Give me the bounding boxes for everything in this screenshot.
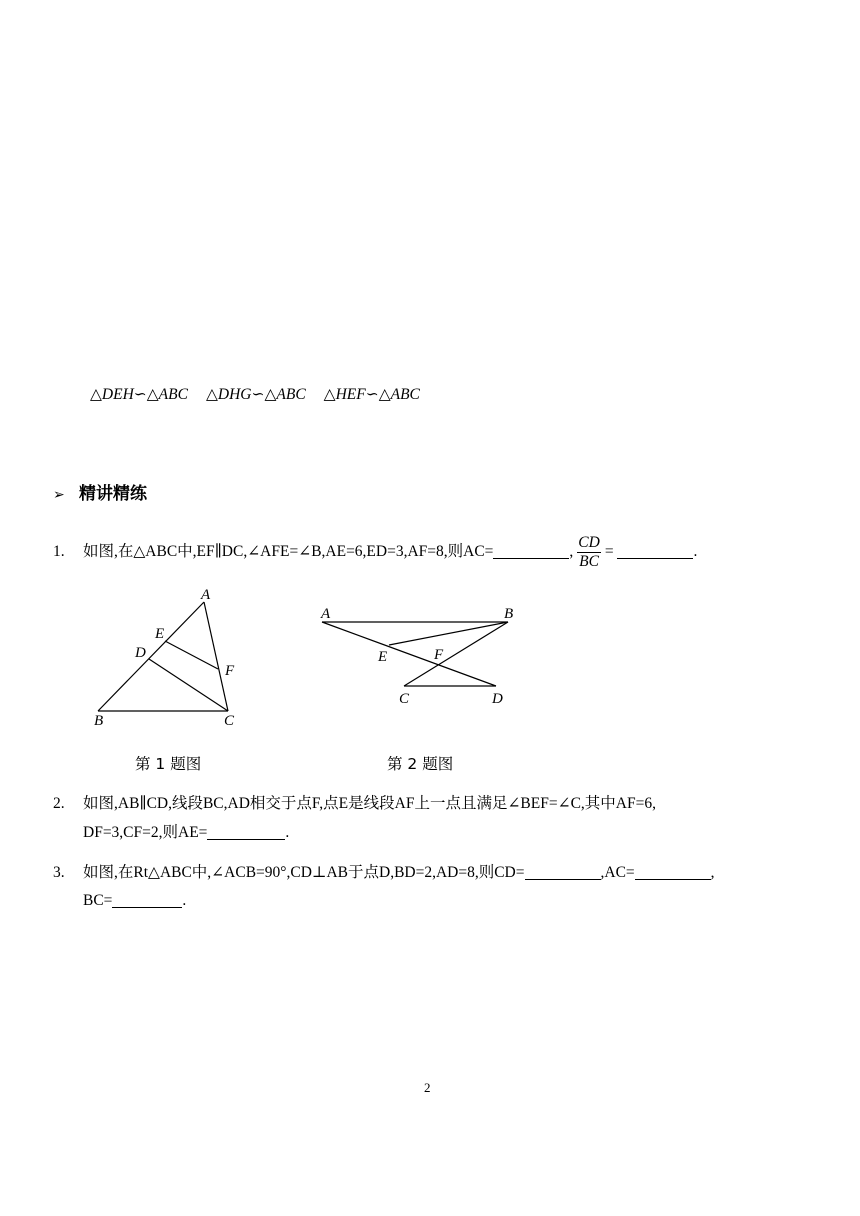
segment-ef xyxy=(165,641,218,669)
question-3-mid: ,AC= xyxy=(600,864,635,881)
figure-2-caption: 第 2 题图 xyxy=(387,755,454,773)
similar-statement-3: △HEF∽△ABC xyxy=(323,386,420,403)
label-f: F xyxy=(434,647,444,663)
figure-1-caption: 第 1 题图 xyxy=(135,755,202,773)
arrow-bullet-icon: ➢ xyxy=(53,487,65,503)
question-2-text-line1: 如图,AB∥CD,线段BC,AD相交于点F,点E是线段AF上一点且满足∠BEF=∠C,其中AF=6, xyxy=(83,795,656,812)
section-heading xyxy=(53,479,147,504)
segment-ac xyxy=(204,602,228,711)
fraction-numerator: CD xyxy=(578,534,600,551)
answer-blank[interactable] xyxy=(493,543,569,559)
question-2-line2 xyxy=(83,822,289,844)
question-3-end: . xyxy=(182,892,187,909)
similar-statement-1: △DEH∽△ABC xyxy=(90,386,188,403)
label-e: E xyxy=(378,649,388,665)
section-title: 精讲精练 xyxy=(79,484,147,504)
answer-blank[interactable] xyxy=(617,543,693,559)
question-2-number: 2. xyxy=(53,795,65,812)
question-2 xyxy=(53,793,656,815)
label-c: C xyxy=(224,713,235,729)
label-c: C xyxy=(399,691,410,707)
fraction xyxy=(577,534,601,571)
label-e: E xyxy=(155,626,165,642)
question-1-text: 如图,在△ABC中,EF∥DC,∠AFE=∠B,AE=6,ED=3,AF=8,则AC= xyxy=(83,543,494,561)
label-a: A xyxy=(201,587,211,603)
similar-statement-2: △DHG∽△ABC xyxy=(205,386,306,403)
question-1-number: 1. xyxy=(53,543,65,561)
question-1 xyxy=(53,534,697,571)
question-3-line1-end: , xyxy=(710,864,715,881)
question-2-end: . xyxy=(285,824,290,841)
segment-dc xyxy=(149,659,228,711)
fraction-denominator: BC xyxy=(579,553,599,570)
figure-2-diagram xyxy=(310,598,530,713)
label-d: D xyxy=(492,691,503,707)
answer-blank[interactable] xyxy=(207,824,285,840)
question-2-text-line2: DF=3,CF=2,则AE= xyxy=(83,824,208,841)
question-3-number: 3. xyxy=(53,864,65,881)
question-3-text-line1: 如图,在Rt△ABC中,∠ACB=90°,CD⊥AB于点D,BD=2,AD=8,则CD= xyxy=(83,864,525,881)
question-3-line2 xyxy=(83,890,186,912)
segment-ad xyxy=(322,622,496,686)
similar-triangles-line xyxy=(90,385,420,404)
answer-blank[interactable] xyxy=(635,864,711,880)
label-a: A xyxy=(321,606,331,622)
segment-ab xyxy=(98,602,204,711)
label-b: B xyxy=(94,713,104,729)
answer-blank[interactable] xyxy=(525,864,601,880)
page-number: 2 xyxy=(424,1080,431,1095)
equals-sign: = xyxy=(604,543,614,561)
label-b: B xyxy=(504,606,514,622)
answer-blank[interactable] xyxy=(112,892,182,908)
question-3 xyxy=(53,862,715,884)
question-1-separator: , xyxy=(569,543,574,561)
figure-1-triangle xyxy=(85,585,255,730)
question-3-text-line2: BC= xyxy=(83,892,113,909)
label-f: F xyxy=(225,663,235,679)
label-d: D xyxy=(135,645,146,661)
question-1-end: . xyxy=(693,543,698,561)
